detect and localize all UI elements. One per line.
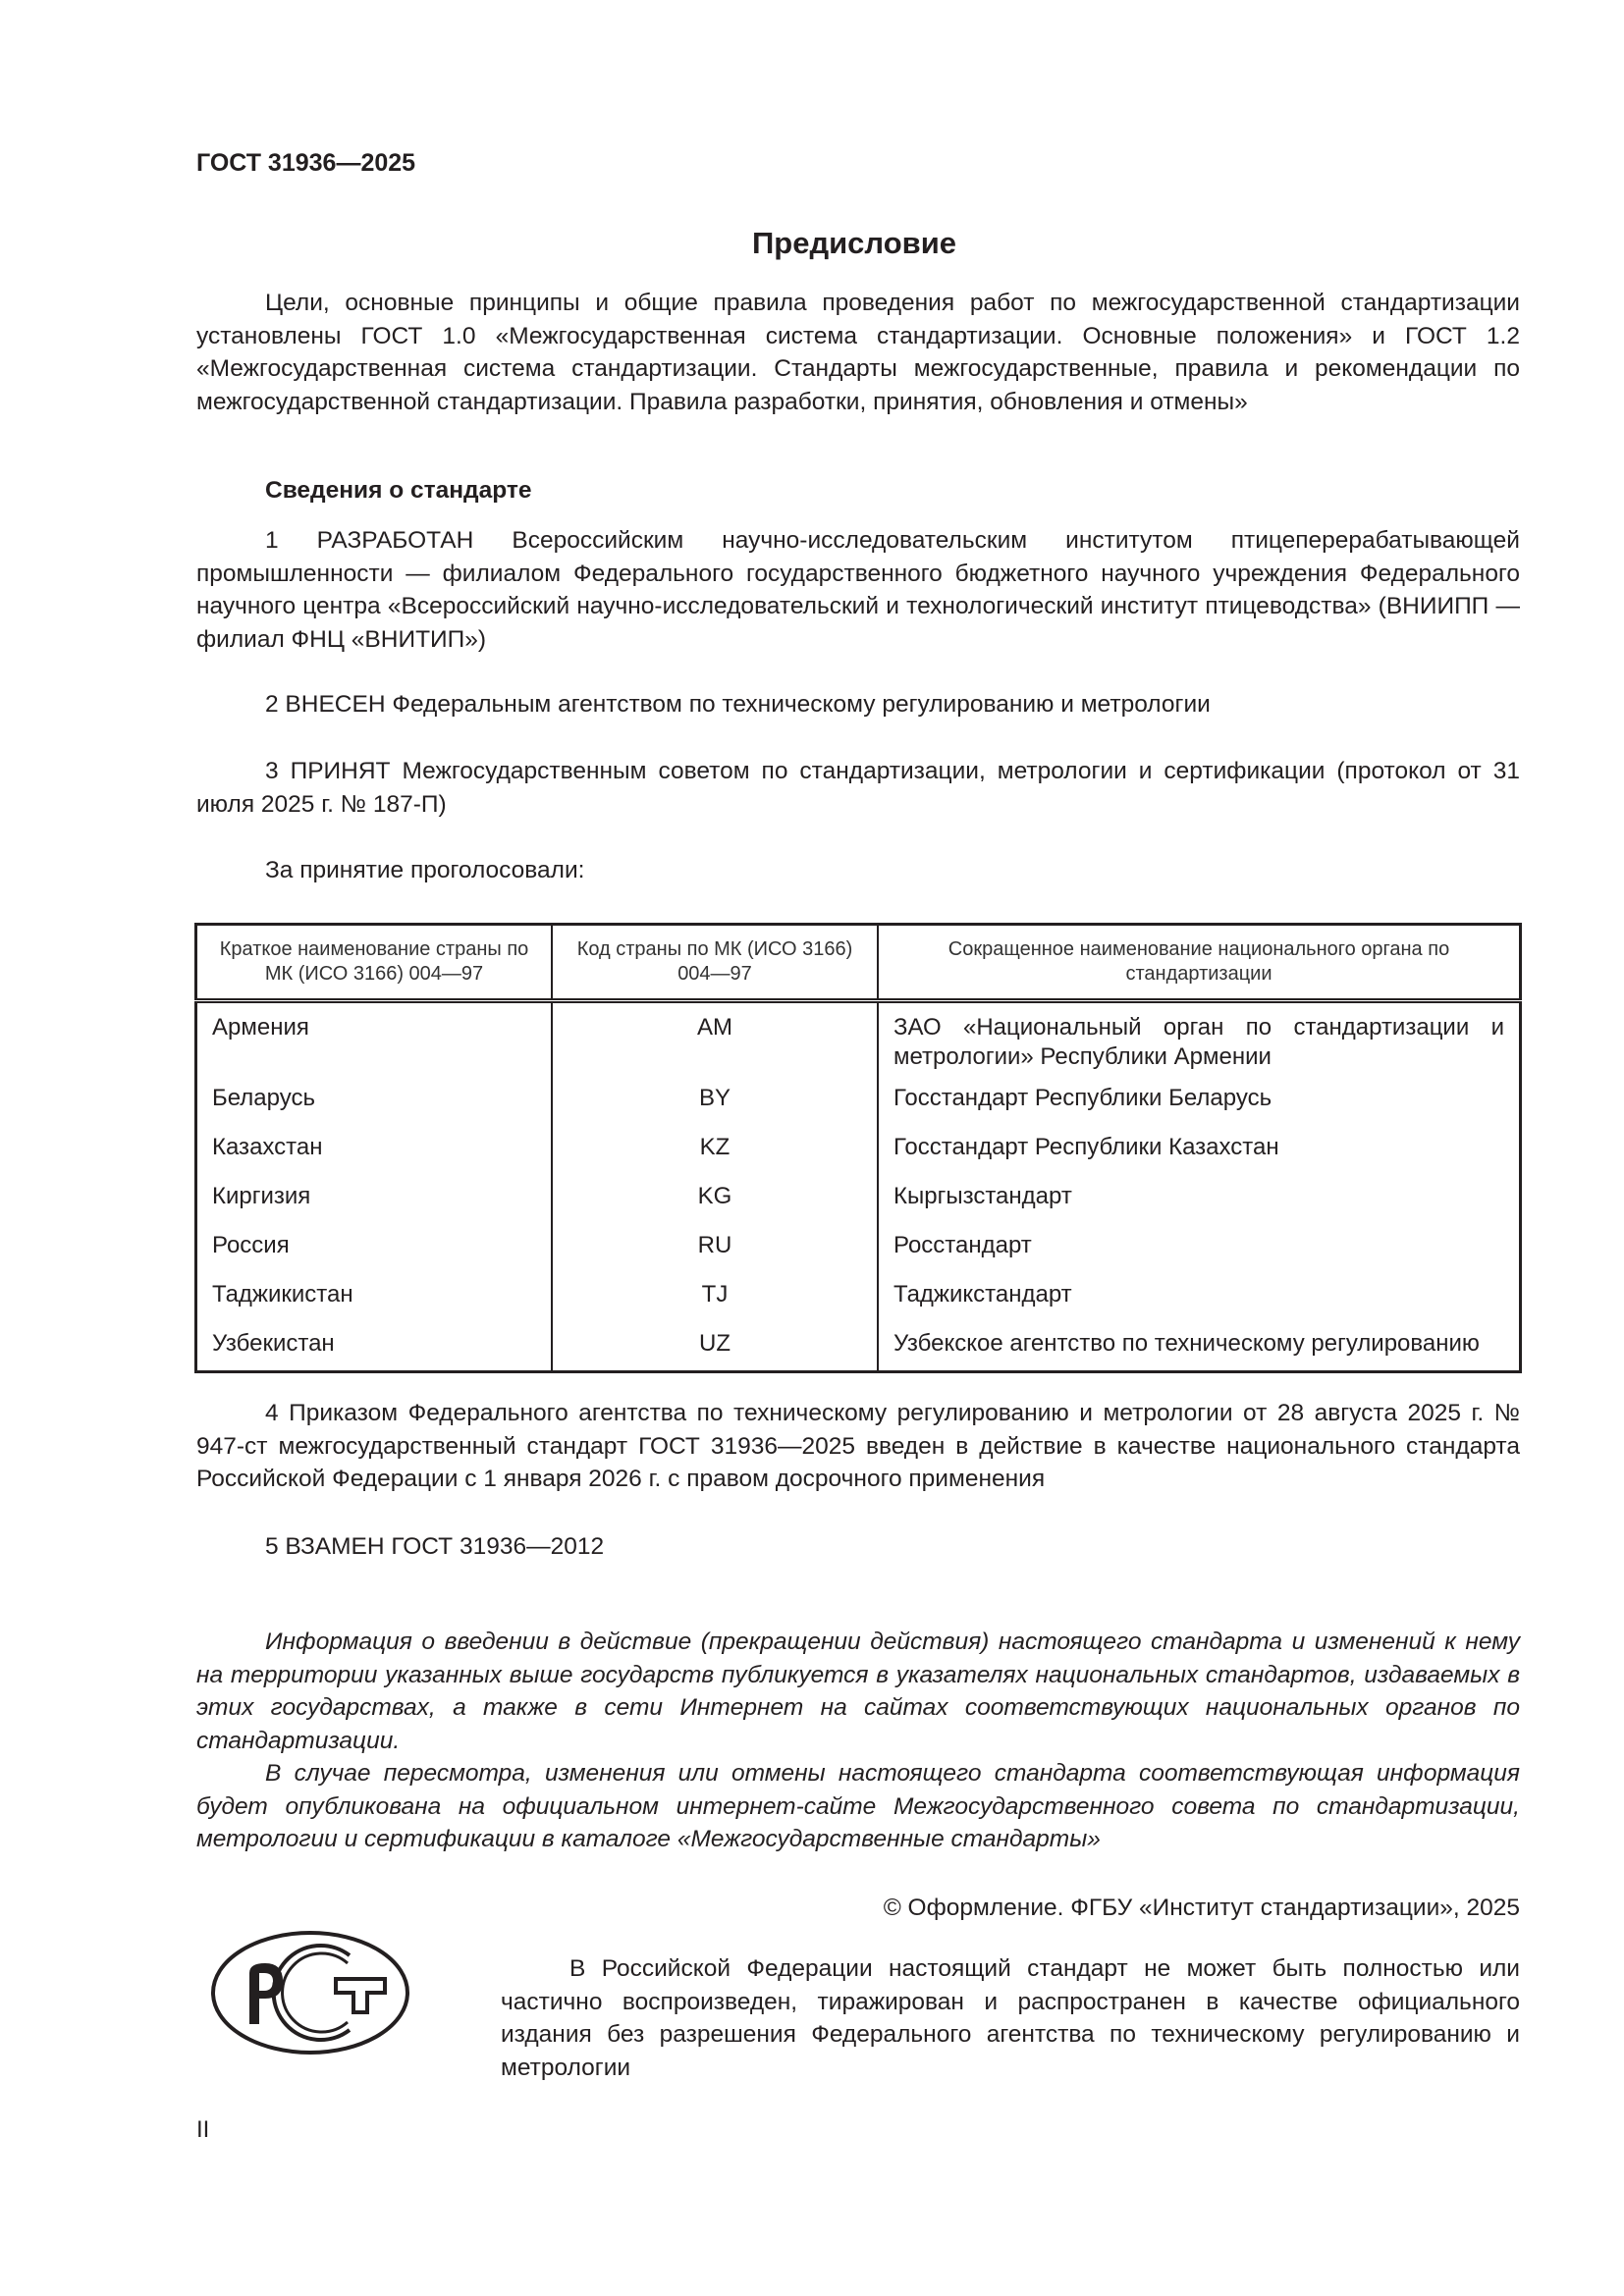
cell-body: ЗАО «Национальный орган по стандартизации и метрологии» Республики Армении	[878, 1001, 1521, 1085]
intro-paragraph: Цели, основные принципы и общие правила проведения работ по межгосударственной стандартизации установлены ГОСТ 1.0 «Межгосударственная система стандартизации. Основные положения» и ГОСТ 1.2 «Межгосударственная система стандартизации. Стандарты межгосударственные, правила и рекомендации по межгосударственной стандартизации. Правила разработки, принятия, обновления и отмены»	[196, 290, 1520, 415]
page-number: II	[196, 2116, 210, 2143]
cell-code: UZ	[552, 1329, 878, 1372]
item-4: 4 Приказом Федерального агентства по техническому регулированию и метрологии от 28 августа 2025 г. № 947-ст межгосударственный стандарт ГОСТ 31936—2025 введен в действие в качестве национального стандарта Российской Федерации с 1 января 2026 г. с правом досрочного применения	[196, 1400, 1520, 1492]
reproduction-notice: В Российской Федерации настоящий стандарт не может быть полностью или частично воспроизведен, тиражирован и распространен в качестве официального издания без разрешения Федерального агентства по техническому регулированию и метрологии	[501, 1955, 1520, 2081]
page-title: Предисловие	[751, 226, 956, 260]
table-row	[196, 1084, 1521, 1133]
vote-label: За принятие проголосовали:	[265, 857, 585, 883]
cell-code: TJ	[552, 1280, 878, 1329]
document-number: ГОСТ 31936—2025	[196, 149, 416, 177]
col-header-country: Краткое наименование страны по МК (ИСО 3166) 004—97	[196, 925, 553, 1001]
copyright: © Оформление. ФГБУ «Институт стандартизации», 2025	[883, 1895, 1520, 1921]
section-heading: Сведения о стандарте	[265, 477, 532, 504]
table-row	[196, 1133, 1521, 1182]
rst-mark-icon	[210, 1930, 410, 2056]
cell-country: Армения	[196, 1001, 553, 1085]
cell-country: Киргизия	[196, 1182, 553, 1231]
item-5: 5 ВЗАМЕН ГОСТ 31936—2012	[265, 1533, 605, 1560]
voting-table	[194, 923, 1522, 1373]
item-1: 1 РАЗРАБОТАН Всероссийским научно-исследовательским институтом птицеперерабатывающей промышленности — филиалом Федерального государственного бюджетного научного учреждения Федерального научного центра «Всероссийский научно-исследовательский и технологический институт птицеводства» (ВНИИПП — филиал ФНЦ «ВНИТИП»)	[196, 527, 1520, 653]
cell-body: Госстандарт Республики Казахстан	[878, 1133, 1521, 1182]
notice-paragraph-1: Информация о введении в действие (прекращении действия) настоящего стандарта и изменений к нему на территории указанных выше государств публикуется в указателях национальных стандартов, издаваемых в этих государствах, а также в сети Интернет на сайтах соответствующих национальных органов по стандартизации.	[196, 1629, 1520, 1754]
cell-body: Таджикстандарт	[878, 1280, 1521, 1329]
cell-code: KG	[552, 1182, 878, 1231]
table-row	[196, 1280, 1521, 1329]
cell-code: RU	[552, 1231, 878, 1280]
cell-body: Кыргызстандарт	[878, 1182, 1521, 1231]
cell-code: BY	[552, 1084, 878, 1133]
cell-code: AM	[552, 1001, 878, 1085]
col-header-body: Сокращенное наименование национального органа по стандартизации	[878, 925, 1521, 1001]
table-row	[196, 1329, 1521, 1372]
cell-country: Таджикистан	[196, 1280, 553, 1329]
table-row	[196, 1182, 1521, 1231]
table-row	[196, 1001, 1521, 1085]
cell-code: KZ	[552, 1133, 878, 1182]
notice-paragraph-2: В случае пересмотра, изменения или отмены настоящего стандарта соответствующая информация будет опубликована на официальном интернет-сайте Межгосударственного совета по стандартизации, метрологии и сертификации в каталоге «Межгосударственные стандарты»	[196, 1760, 1520, 1852]
cell-country: Казахстан	[196, 1133, 553, 1182]
col-header-code: Код страны по МК (ИСО 3166) 004—97	[552, 925, 878, 1001]
table-row	[196, 1231, 1521, 1280]
cell-body: Госстандарт Республики Беларусь	[878, 1084, 1521, 1133]
cell-body: Росстандарт	[878, 1231, 1521, 1280]
cell-body: Узбекское агентство по техническому регулированию	[878, 1329, 1521, 1372]
cell-country: Узбекистан	[196, 1329, 553, 1372]
item-3: 3 ПРИНЯТ Межгосударственным советом по стандартизации, метрологии и сертификации (протокол от 31 июля 2025 г. № 187-П)	[196, 758, 1520, 818]
table-header-row	[196, 925, 1521, 1001]
cell-country: Беларусь	[196, 1084, 553, 1133]
cell-country: Россия	[196, 1231, 553, 1280]
item-2: 2 ВНЕСЕН Федеральным агентством по техническому регулированию и метрологии	[265, 691, 1211, 718]
